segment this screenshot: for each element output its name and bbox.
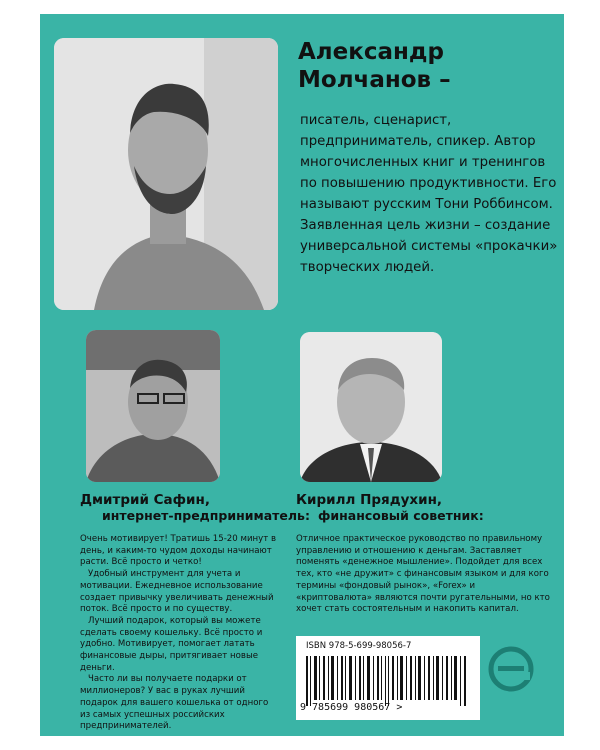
- barcode-graphic: [302, 656, 472, 706]
- review-paragraph: Часто ли вы получаете подарки от миллионеров? У вас в руках лучший подарок для вашего кошелька от одного из самых успешных российских предпринимателей.: [80, 674, 269, 732]
- author-name: Александр Молчанов –: [298, 39, 451, 93]
- review-paragraph: Лучший подарок, который вы можете сделать своему кошельку. Всё просто и удобно. Мотивирует, помогает латать финансовые дыры, притягивает новые деньги.: [80, 615, 263, 673]
- reviewer-title-left: интернет-предприниматель:: [102, 508, 310, 523]
- reviewer-photo-pryadukhin: [300, 332, 442, 482]
- barcode-digits: 9 785699 980567 >: [300, 702, 403, 713]
- review-text-right: [296, 534, 552, 616]
- reviewer-photo-safin: [86, 330, 220, 482]
- isbn-label: ISBN 978-5-699-98056-7: [306, 641, 412, 651]
- isbn-barcode-box: [296, 636, 480, 720]
- author-bio: писатель, сценарист, предприниматель, спикер. Автор многочисленных книг и тренингов по повышению продуктивности. Его называют русским Тони Роббинсом. Заявленная цель жизни – создание универсальной системы «прокачки» творческих людей.: [300, 113, 558, 275]
- review-paragraph: Очень мотивирует! Тратишь 15-20 минут в день, и каким-то чудом доходы начинают расти. Всё просто и четко!: [80, 534, 277, 568]
- author-photo: [54, 38, 278, 310]
- book-back-cover: [40, 14, 564, 736]
- review-paragraph: Отличное практическое руководство по правильному управлению и отношению к деньгам. Заставляет поменять «денежное мышление». Подойдет для всех тех, кто «не дружит» с финансовым языком и для кого термины «фондовый рынок», «Forex» и «криптовалюта» являются почти ругательными, но кто хочет стать состоятельным и накопить капитал.: [296, 534, 550, 615]
- publisher-logo-icon: [488, 646, 534, 692]
- reviewer-name-right: Кирилл Прядухин,: [296, 492, 443, 508]
- reviewer-title-right: финансовый советник:: [318, 508, 484, 523]
- review-paragraph: Удобный инструмент для учета и мотивации. Ежедневное использование создает привычку увеличивать денежный поток. Всё просто и по существу.: [80, 569, 274, 615]
- reviewer-name-left: Дмитрий Сафин,: [80, 492, 210, 508]
- review-text-left: [80, 534, 278, 733]
